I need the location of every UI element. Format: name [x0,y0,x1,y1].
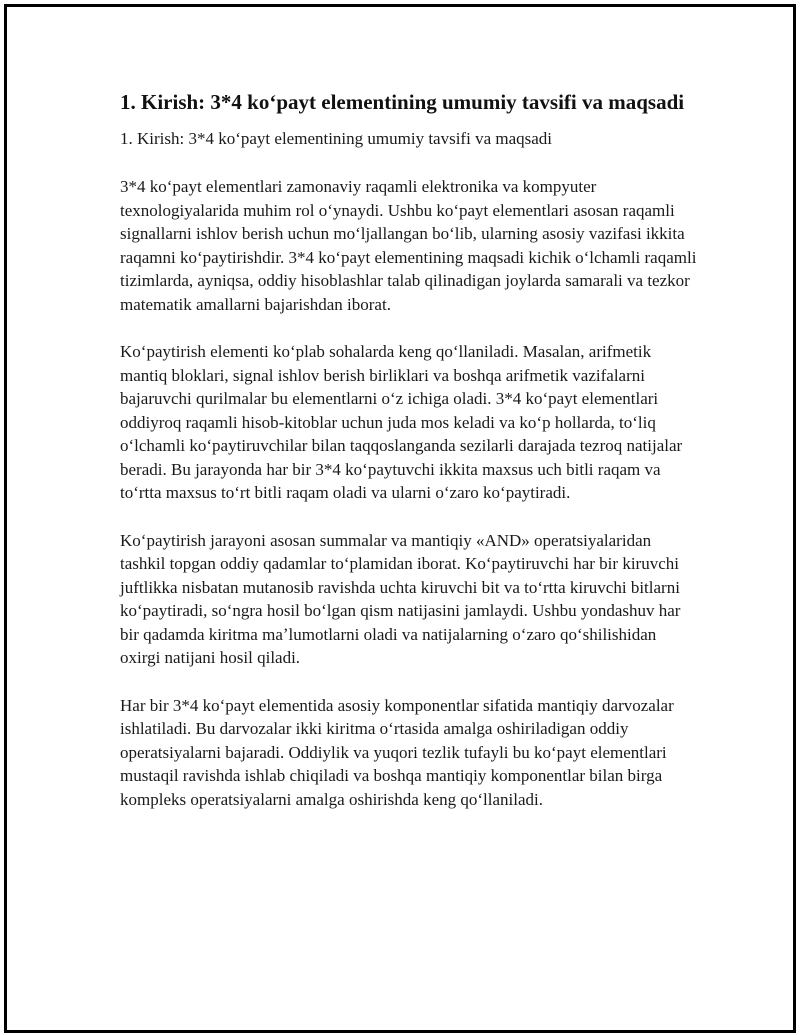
document-subtitle: 1. Kirish: 3*4 koʻpayt elementining umumiy tavsifi va maqsadi [120,129,553,149]
document-title: 1. Kirish: 3*4 koʻpayt elementining umumiy tavsifi va maqsadi [120,90,685,114]
document-page [4,4,796,1033]
document-content [120,89,700,835]
paragraph-3: Koʻpaytirish jarayoni asosan summalar va mantiqiy «AND» operatsiyalaridan tashkil topgan oddiy qadamlar toʻplamidan iborat. Koʻpaytiruvchi har bir kiruvchi juftlikka nisbatan mutanosib ravishda uchta kiruvchi bit va toʻrtta kiruvchi bitlarni koʻpaytiradi, soʻngra hosil boʻlgan qism natijasini jamlaydi. Ushbu yondashuv har bir qadamda kiritma maʼlumotlarni oladi va natijalarning oʻzaro qoʻshilishidan oxirgi natijani hosil qiladi. [120,530,681,668]
paragraph-2: Koʻpaytirish elementi koʻplab sohalarda keng qoʻllaniladi. Masalan, arifmetik mantiq bloklari, signal ishlov berish birliklari va boshqa arifmetik vazifalarni bajaruvchi qurilmalar bu elementlarni oʻz ichiga oladi. 3*4 koʻpayt elementlari oddiyroq raqamli hisob-kitoblar uchun juda mos keladi va koʻp hollarda, toʻliq oʻlchamli koʻpaytiruvchilar bilan taqqoslanganda sezilarli darajada tezroq natijalar beradi. Bu jarayonda har bir 3*4 koʻpaytuvchi ikkita maxsus uch bitli raqam va toʻrtta maxsus toʻrt bitli raqam oladi va ularni oʻzaro koʻpaytiradi. [120,342,683,503]
paragraph-4: Har bir 3*4 koʻpayt elementida asosiy komponentlar sifatida mantiqiy darvozalar ishlatiladi. Bu darvozalar ikki kiritma oʻrtasida amalga oshiriladigan oddiy operatsiyalarni bajaradi. Oddiylik va yuqori tezlik tufayli bu koʻpayt elementlari mustaqil ravishda ishlab chiqiladi va boshqa mantiqiy komponentlar bilan birga kompleks operatsiyalarni amalga oshirishda keng qoʻllaniladi. [120,695,674,809]
paragraph-1: 3*4 koʻpayt elementlari zamonaviy raqamli elektronika va kompyuter texnologiyalarida muhim rol oʻynaydi. Ushbu koʻpayt elementlari asosan raqamli signallarni ishlov berish uchun moʻljallangan boʻlib, ularning asosiy vazifasi ikkita raqamni koʻpaytirishdir. 3*4 koʻpayt elementining maqsadi kichik oʻlchamli raqamli tizimlarda, ayniqsa, oddiy hisoblashlar talab qilinadigan joylarda samarali va tezkor matematik amallarni bajarishdan iborat. [120,177,697,314]
